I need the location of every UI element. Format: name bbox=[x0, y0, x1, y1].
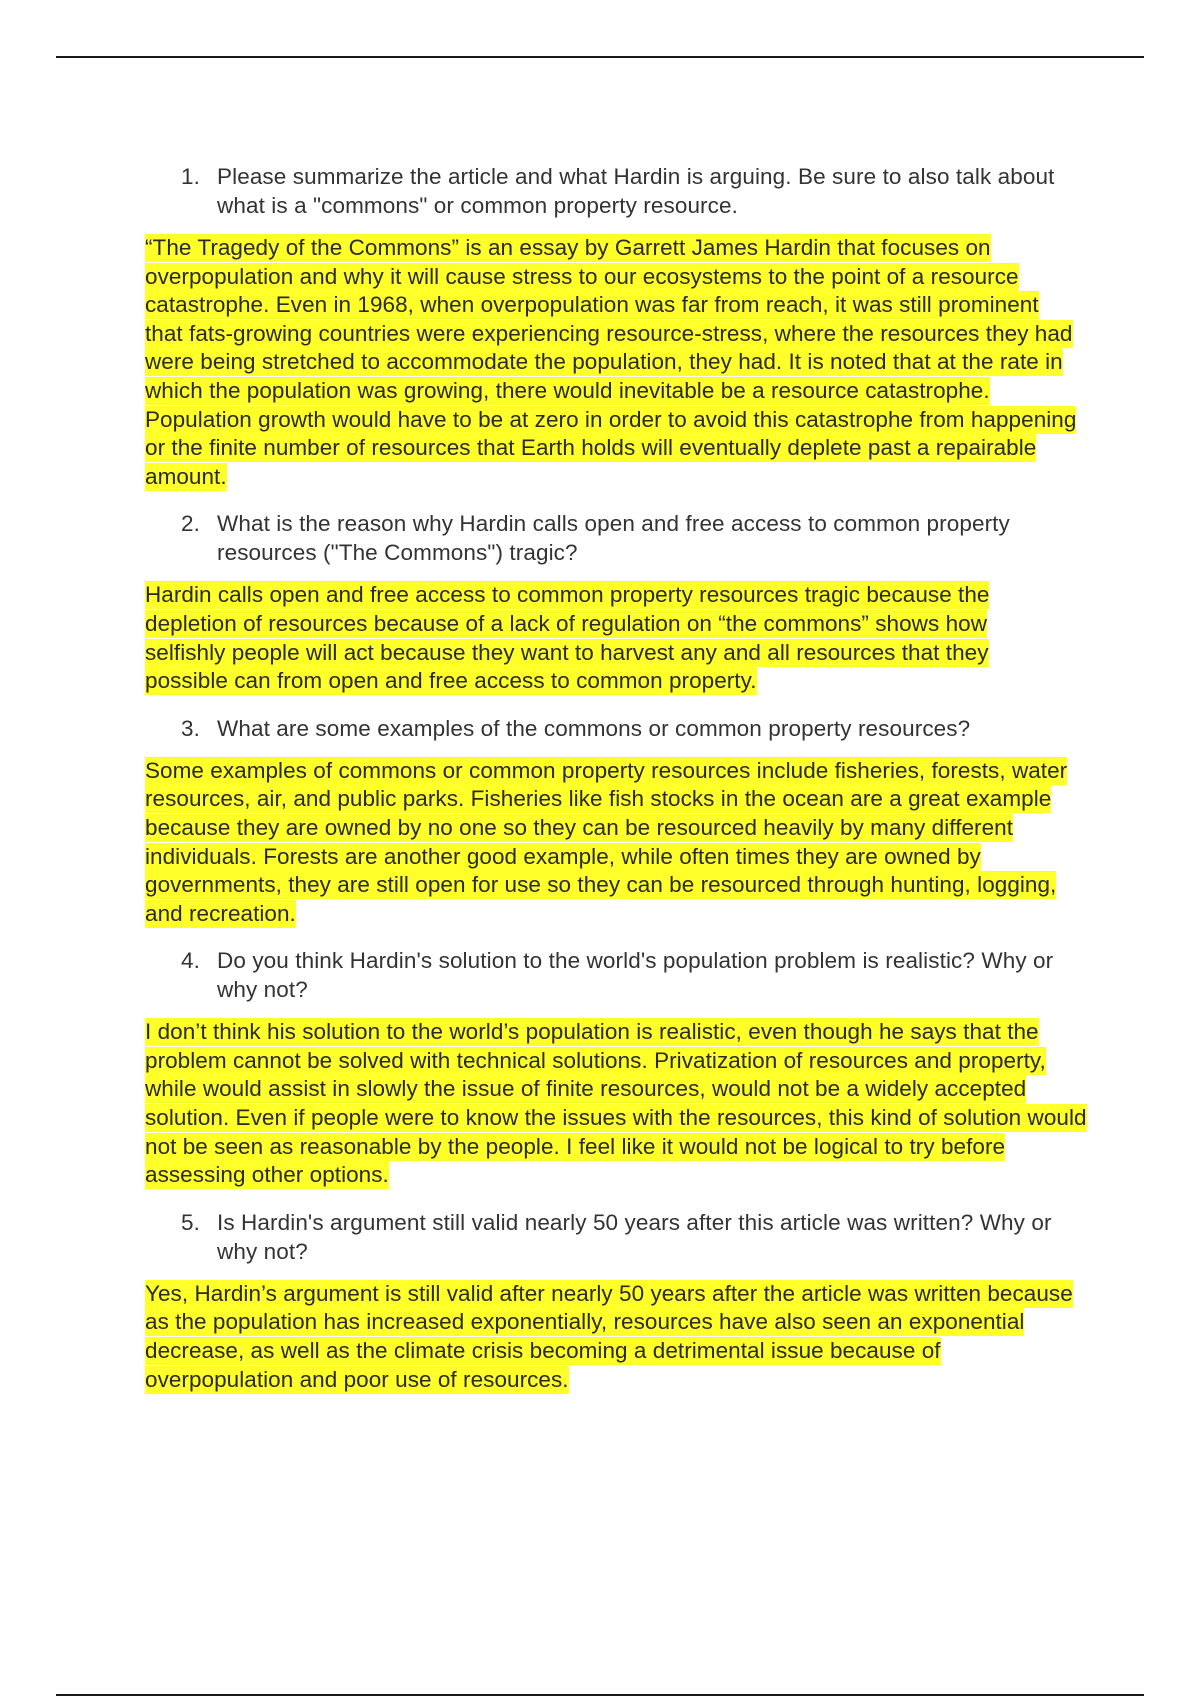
document-body bbox=[145, 162, 1095, 1412]
question-number: 1. bbox=[181, 164, 200, 189]
question-text: Do you think Hardin's solution to the world's population problem is realistic? Why or why not? bbox=[217, 948, 1054, 1003]
question-text: Is Hardin's argument still valid nearly 50 years after this article was written? Why or why not? bbox=[217, 1209, 1052, 1264]
answer-2 bbox=[145, 581, 1045, 695]
answer-1 bbox=[145, 234, 1080, 491]
answer-5 bbox=[145, 1280, 1080, 1394]
question-number: 3. bbox=[181, 715, 200, 741]
highlighted-answer-text: Some examples of commons or common property resources include fisheries, forests, water resources, air, and public parks. Fisheries like fish stocks in the ocean are a great example because they are owned by no one so they can be resourced heavily by many different individuals. Forests are another good example, while often times they are owned by governments, they are still open for use so they can be resourced through hunting, logging, and recreation. bbox=[145, 757, 1068, 926]
question-5 bbox=[181, 1208, 1095, 1266]
question-1 bbox=[181, 162, 1095, 220]
highlighted-answer-text: “The Tragedy of the Commons” is an essay by Garrett James Hardin that focuses on overpopulation and why it will cause stress to our ecosystems to the point of a resource catastrophe. Even in 1968, when overpopulation was far from reach, it was still prominent that fats-growing countries were experiencing resource-stress, where the resources they had were being stretched to accommodate the population, they had. It is noted that at the rate in which the population was growing, there would inevitable be a resource catastrophe. Population growth would have to be at zero in order to avoid this catastrophe from happening or the finite number of resources that Earth holds will eventually deplete past a repairable amount. bbox=[145, 235, 1077, 489]
question-text: What are some examples of the commons or common property resources? bbox=[217, 715, 971, 741]
question-2 bbox=[181, 509, 1095, 567]
highlighted-answer-text: Yes, Hardin’s argument is still valid after nearly 50 years after the article was written because as the population has increased exponentially, resources have also seen an exponential decrease, as well as the climate crisis becoming a detrimental issue because of overpopulation and poor use of resources. bbox=[145, 1280, 1073, 1392]
footer-rule bbox=[56, 1694, 1144, 1696]
highlighted-answer-text: I don’t think his solution to the world’s population is realistic, even though he says that the problem cannot be solved with technical solutions. Privatization of resources and property, while would assist in slowly the issue of finite resources, would not be a widely accepted solution. Even if people were to know the issues with the resources, this kind of solution would not be seen as reasonable by the people. I feel like it would not be logical to try before assessing other options. bbox=[145, 1019, 1087, 1188]
answer-4 bbox=[145, 1018, 1090, 1190]
question-number: 2. bbox=[181, 511, 200, 537]
question-number: 4. bbox=[181, 948, 200, 974]
question-4 bbox=[181, 946, 1095, 1004]
question-text: What is the reason why Hardin calls open and free access to common property resources ("The Commons") tragic? bbox=[217, 511, 1010, 566]
header-rule bbox=[56, 56, 1144, 58]
question-text: Please summarize the article and what Hardin is arguing. Be sure to also talk about what is a "commons" or common property resource. bbox=[217, 164, 1055, 218]
answer-3 bbox=[145, 757, 1070, 929]
highlighted-answer-text: Hardin calls open and free access to common property resources tragic because the depletion of resources because of a lack of regulation on “the commons” shows how selfishly people will act because they want to harvest any and all resources that they possible can from open and free access to common property. bbox=[145, 582, 990, 694]
question-3 bbox=[181, 714, 1095, 743]
question-number: 5. bbox=[181, 1209, 200, 1235]
